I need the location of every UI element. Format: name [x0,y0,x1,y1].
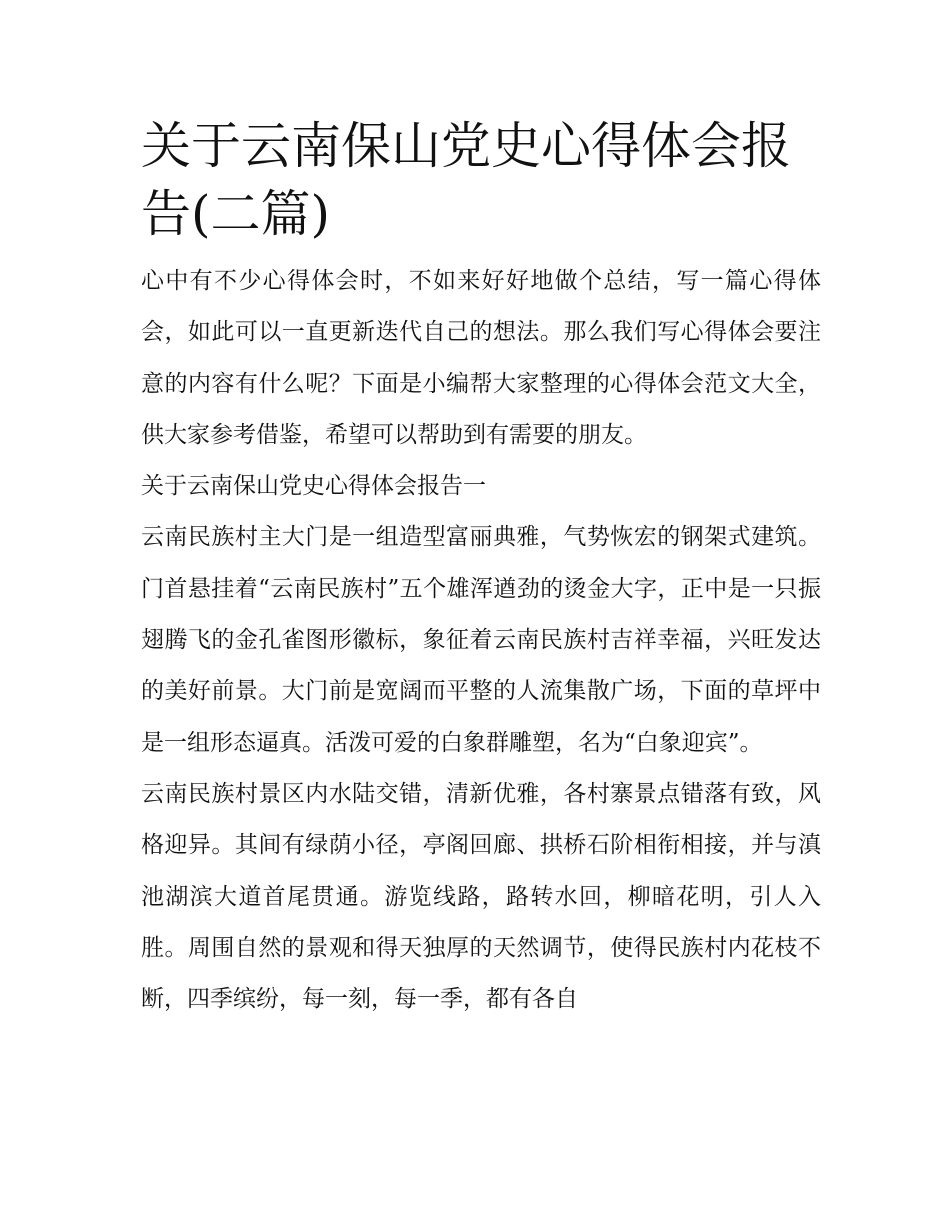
intro-paragraph: 心中有不少心得体会时，不如来好好地做个总结，写一篇心得体会，如此可以一直更新迭代自己的想法。那么我们写心得体会要注意的内容有什么呢？下面是小编帮大家整理的心得体会范文大全，供大家参考借鉴，希望可以帮助到有需要的朋友。 [141,268,821,448]
body-paragraph-1: 云南民族村主大门是一组造型富丽典雅，气势恢宏的钢架式建筑。门首悬挂着“云南民族村”五个雄浑遒劲的烫金大字，正中是一只振翅腾飞的金孔雀图形徽标，象征着云南民族村吉祥幸福，兴旺发达的美好前景。大门前是宽阔而平整的人流集散广场，下面的草坪中是一组形态逼真。活泼可爱的白象群雕塑，名为“白象迎宾”。 [141,524,821,756]
body-paragraph-2: 云南民族村景区内水陆交错，清新优雅，各村寨景点错落有致，风格迎异。其间有绿荫小径，亭阁回廊、拱桥石阶相衔相接，并与滇池湖滨大道首尾贯通。游览线路，路转水回，柳暗花明，引人入胜。周围自然的景观和得天独厚的天然调节，使得民族村内花枝不断，四季缤纷，每一刻，每一季，都有各自 [141,780,821,1013]
section-heading: 关于云南保山党史心得体会报告一 [141,473,486,500]
document-body [141,256,821,1025]
document-title: 关于云南保山党史心得体会报告(二篇) [141,117,791,243]
document-content [141,112,821,1025]
